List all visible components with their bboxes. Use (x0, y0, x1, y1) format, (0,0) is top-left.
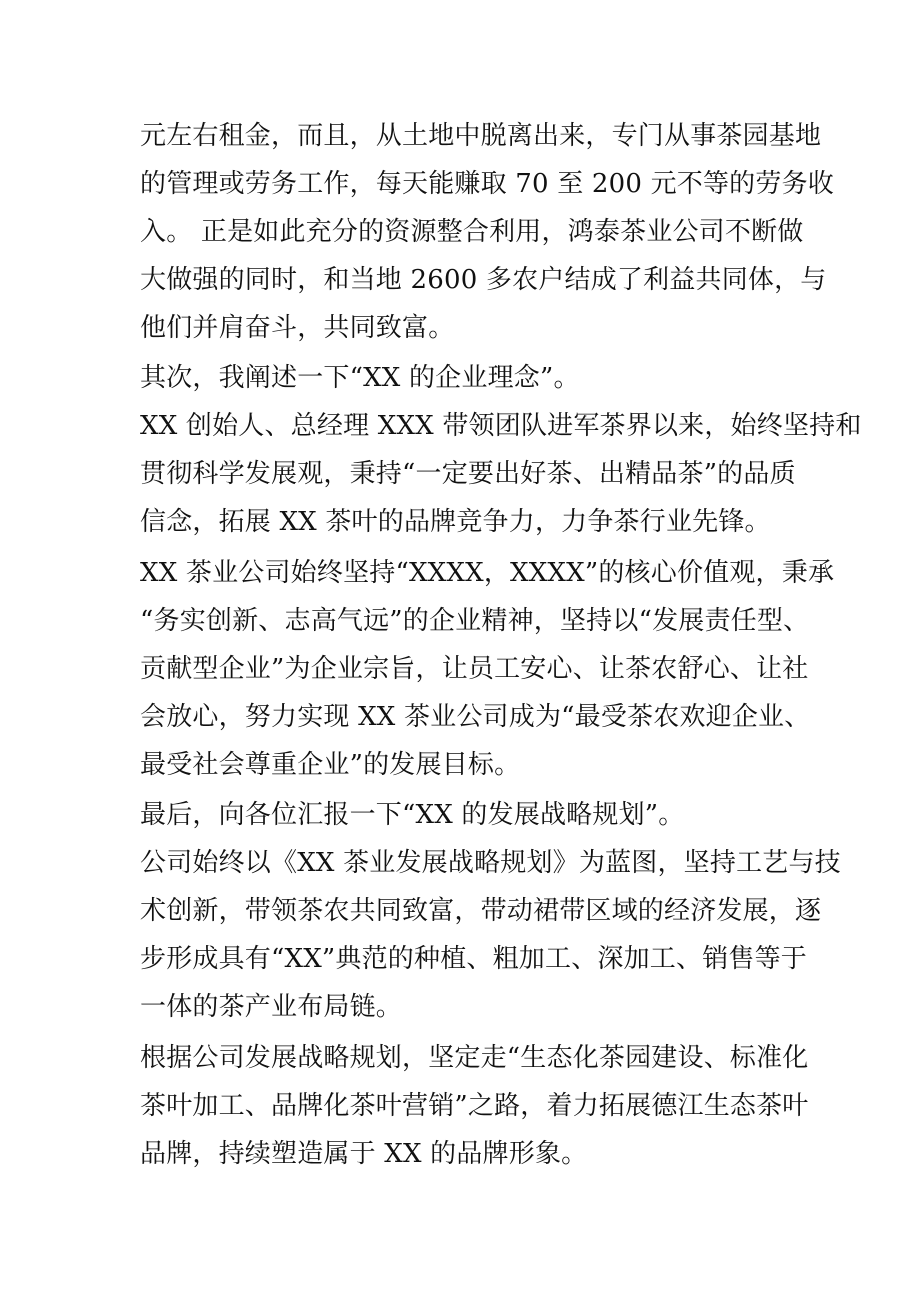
text-line: 一体的茶产业布局链。 (140, 992, 403, 1022)
text-line: 术创新，带领茶农共同致富，带动裙带区域的经济发展，逐 (140, 896, 822, 926)
text-line: 元左右租金，而且，从土地中脱离出来，专门从事茶园基地 (140, 121, 822, 151)
text-line: 公司始终以《XX 茶业发展战略规划》为蓝图，坚持工艺与技 (140, 848, 841, 878)
text-line: 信念，拓展 XX 茶叶的品牌竞争力，力争茶行业先锋。 (140, 507, 771, 537)
text-line: 的管理或劳务工作，每天能赚取 70 至 200 元不等的劳务收 (140, 169, 834, 199)
text-line: 大做强的同时，和当地 2600 多农户结成了利益共同体，与 (140, 265, 827, 295)
text-line: “务实创新、志高气远”的企业精神，坚持以“发展责任型、 (140, 606, 810, 636)
text-line: 茶叶加工、品牌化茶叶营销”之路，着力拓展德江生态茶叶 (140, 1091, 809, 1121)
text-line: 品牌，持续塑造属于 XX 的品牌形象。 (140, 1139, 588, 1169)
text-line: 根据公司发展战略规划，坚定走“生态化茶园建设、标准化 (140, 1043, 809, 1073)
text-line: 最受社会尊重企业”的发展目标。 (140, 750, 521, 780)
text-line: 最后，向各位汇报一下“XX 的发展战略规划”。 (140, 800, 685, 830)
text-line: 步形成具有“XX”典范的种植、粗加工、深加工、销售等于 (140, 944, 808, 974)
text-line: 贡献型企业”为企业宗旨，让员工安心、让茶农舒心、让社 (140, 654, 809, 684)
text-line: 他们并肩奋斗，共同致富。 (140, 313, 455, 343)
text-line: 入。 正是如此充分的资源整合利用，鸿泰茶业公司不断做 (140, 217, 804, 247)
text-line: 其次，我阐述一下“XX 的企业理念”。 (140, 363, 580, 393)
text-line: 会放心，努力实现 XX 茶业公司成为“最受茶农欢迎企业、 (140, 702, 811, 732)
text-line: 贯彻科学发展观，秉持“一定要出好茶、出精品茶”的品质 (140, 459, 796, 489)
text-line: XX 茶业公司始终坚持“XXXX，XXXX”的核心价值观，秉承 (140, 558, 835, 588)
text-line: XX 创始人、总经理 XXX 带领团队进军茶界以来，始终坚持和 (140, 411, 862, 441)
